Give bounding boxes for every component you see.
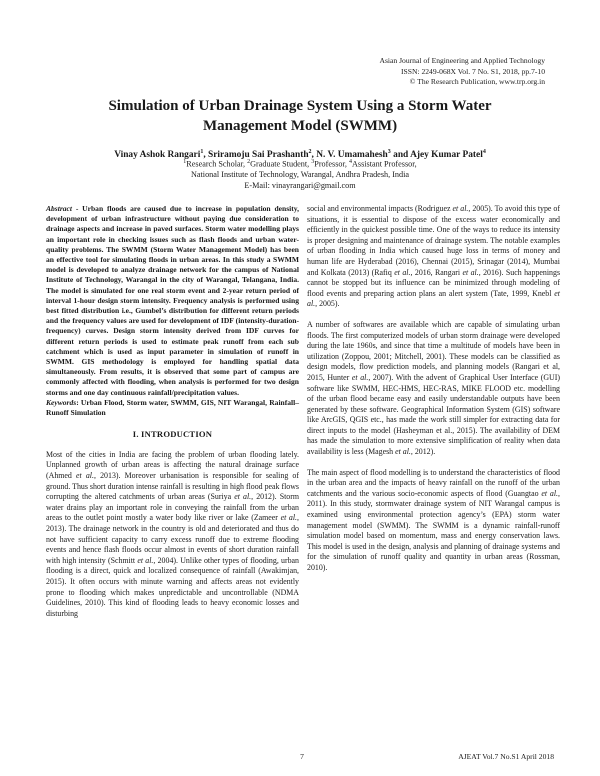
citation-etal: et al. bbox=[541, 488, 559, 498]
citation-etal: et al. bbox=[280, 513, 298, 523]
body-paragraph bbox=[307, 204, 560, 310]
paragraph-text: The main aspect of flood modelling is to understand the characteristics of flood in the urban area and the impacts of heavy rainfall on the runoff of the urban catchments and the various socio-economic aspects of flood (Guangtao bbox=[307, 467, 560, 498]
paragraph-text: , 2013). The drainage network in the country is old and deteriorated and thus do not have sufficient capacity to carry excess runoff due to extreme flooding events and hence flash floods occur almost in events of short duration rainfall with high intensity (Schmitt bbox=[46, 513, 299, 565]
paragraph-text: , 2016). Such happenings cannot be stopped but its influence can be minimized through modeling of flood events and preparing action plans an alert system (Tate, 1999, Knebl bbox=[307, 267, 561, 298]
paragraph-text: , 2013). Moreover urbanisation is responsible for sealing of ground. Thus short duration intense rainfall is resulting in high flood peak flows corrupting the altered catchments of urban areas (Suriya bbox=[46, 471, 299, 502]
section-heading: I. INTRODUCTION bbox=[132, 429, 213, 440]
citation-etal: et al. bbox=[137, 555, 154, 565]
citation-etal: et al. bbox=[307, 288, 560, 309]
journal-publisher: © The Research Publication, www.trp.org.in bbox=[409, 77, 545, 87]
journal-name: Asian Journal of Engineering and Applied Technology bbox=[379, 56, 545, 65]
footer-journal: AJEAT Vol.7 No.S1 April 2018 bbox=[458, 752, 554, 761]
paragraph-text: A number of softwares are available which are capable of simulating urban floods. The first computerized models of urban storm drainage were developed during the late 1960s, and since that time a multitude of models have been in utilization (Zoppou, 2001; Mitchell, 2001). These models can be classified as design models, flow prediction models, and planning models (Rangari et al, 2015, Hunter bbox=[307, 319, 560, 382]
paragraph-text: Most of the cities in India are facing the problem of urban flooding lately. Unplanned growth of urban areas is affecting the natural drainage surface (Ahmed bbox=[46, 449, 299, 481]
paragraph-text: , 2011). In this study, stormwater drainage system of NIT Warangal campus is examined using environmental protection agency’s (EPA) storm water management model (SWMM). The SWMM is a dynamic rainfall-runoff simulation model based on momentum, mass and energy conservation laws. This model is used in the design, analysis and planning of drainage systems and for the simulation of runoff quality and quantity in urban areas (Rossman, 2010). bbox=[307, 488, 560, 572]
keywords-label: Keywords bbox=[46, 397, 77, 407]
paragraph-text: , 2012). Storm water drains play an important role in conveying the rainfall from the urban areas to the outlet point mostly a water body like river or lake (Zameer bbox=[46, 492, 299, 523]
left-column bbox=[46, 204, 299, 619]
institute: National Institute of Technology, Warangal, Andhra Pradesh, India bbox=[190, 170, 410, 180]
author-mark: 4 bbox=[482, 149, 486, 155]
paragraph-text: , 2005). To avoid this type of situations, it is essential to dispose of the excess water economically and efficiently in the quickest possible time. One of the ways to reduce its intensity is proper designing and maintenance of drainage system. The notable examples of urban flooding in India which caused huge loss in terms of money and human life are Hyderabad (2016), Chennai (2015), Srinagar (2014), Mumbai and Kolkata (2013) (Rafiq bbox=[307, 204, 560, 277]
author-mark: 2 bbox=[308, 149, 312, 155]
citation-etal: et al. bbox=[234, 492, 252, 502]
body-paragraph bbox=[307, 320, 560, 458]
contact-email: E-Mail: vinayrangari@gmail.com bbox=[244, 180, 356, 190]
author-mark: 1 bbox=[200, 149, 204, 155]
journal-issn: ISSN: 2249-068X Vol. 7 No. S1, 2018, pp.7-10 bbox=[400, 66, 545, 76]
body-paragraph bbox=[307, 468, 560, 574]
keywords-text: : Urban Flood, Storm water, SWMM, GIS, NIT Warangal, Rainfall–Runoff Simulation bbox=[46, 397, 299, 418]
citation-etal: et al. bbox=[462, 267, 479, 277]
paragraph-text: social and environmental impacts (Rodriguez bbox=[307, 204, 453, 213]
citation-etal: et al. bbox=[76, 471, 94, 481]
paragraph-text: , 2005). bbox=[315, 299, 340, 309]
abstract bbox=[46, 204, 299, 398]
paragraph-text: , 2016, Rangari bbox=[410, 267, 463, 277]
page-number: 7 bbox=[300, 752, 304, 761]
author-name: Ajey Kumar Patel bbox=[410, 150, 483, 161]
author-roles: $^1$Research Scholar, $^2$Graduate Student, $^3$Professor, $^4$Assistant Professor, bbox=[183, 159, 417, 169]
journal-header bbox=[245, 56, 545, 88]
citation-etal: et al. bbox=[394, 267, 411, 277]
keywords bbox=[46, 398, 299, 418]
abstract-text: - Urban floods are caused due to increase in population density, development of urban infrastructure without paying due consideration to drainage aspects and increase in paved surfaces. Storm water modelling plays an important role in checking issues such as flash floods and urban water-quality problems. The SWMM (Storm Water Management Model) has been an effective tool for simulating floods in urban areas. In this study a SWMM model is developed to analyze drainage network for the campus of National Institute of Technology, Warangal in the city of Warangal, Telangana, India. The model is simulated for one real storm event and 2-year return period of interval 1-hour design storm intensity. Frequency analysis is performed using best fitted distribution i.e., Gumbel’s distribution for different return periods and the frequency values are used for development of IDF (intensity-duration-frequency) curves. Design storm intensity derived from IDF curves for different return periods is used to estimate peak runoff from each sub catchment which is used as input parameter in simulation of runoff in SWMM. GIS methodology is employed for handling spatial data simultaneously. From results, it is observed that some part of campus are commonly affected with flooding, when analysis is performed for two design storms and one day continuous rainfall/precipitation values. bbox=[46, 204, 299, 397]
citation-etal: et al. bbox=[395, 447, 411, 457]
intro-paragraph bbox=[46, 450, 299, 620]
affiliation-block bbox=[50, 157, 550, 192]
author-name: N. V. Umamahesh bbox=[316, 150, 388, 161]
paper-title: Simulation of Urban Drainage System Using a Storm Water Management Model (SWMM) bbox=[108, 98, 492, 134]
paragraph-text: , 2004). Unlike other types of flooding, urban flooding is a direct, quick and localized consequence of rainfall (Awakimjan, 2015). It often occurs with minute warning and affects areas not evidently prone to flooding which makes unpredictable and uncontrollable (NDMA Guidelines, 2010). This kind of flooding leads to heavy economic losses and disturbing bbox=[46, 555, 299, 618]
author-name: Vinay Ashok Rangari bbox=[114, 150, 201, 161]
citation-etal: et al. bbox=[351, 372, 369, 382]
abstract-label: Abstract bbox=[46, 204, 72, 213]
right-column bbox=[307, 204, 560, 574]
citation-etal: et al. bbox=[452, 204, 469, 213]
author-list: Vinay Ashok Rangari$^1$, Sriramoju Sai Prashanth$^2$, N. V. Umamahesh$^3$ and Ajey Kumar Patel$^4$ bbox=[114, 149, 486, 161]
author-mark: 3 bbox=[387, 149, 391, 155]
paragraph-text: , 2007). With the advent of Graphical User Interface (GUI) software like SWMM, HEC-HMS, HEC-RAS, MIKE FLOOD etc. modelling of the urban flood became easy and easily understandable outputs have been generated by these software. Geographical Information System (GIS) software like ArcGIS, QGIS etc., has made the work still simpler for extracting data for direct inputs to the model (Hasheyman et al., 2015). The availability of DEM has made the simulation to more extensive simplification of reality when data availability is less (Magesh bbox=[307, 372, 560, 457]
author-name: Sriramoju Sai Prashanth bbox=[208, 150, 309, 161]
paragraph-text: , 2012). bbox=[410, 447, 436, 457]
